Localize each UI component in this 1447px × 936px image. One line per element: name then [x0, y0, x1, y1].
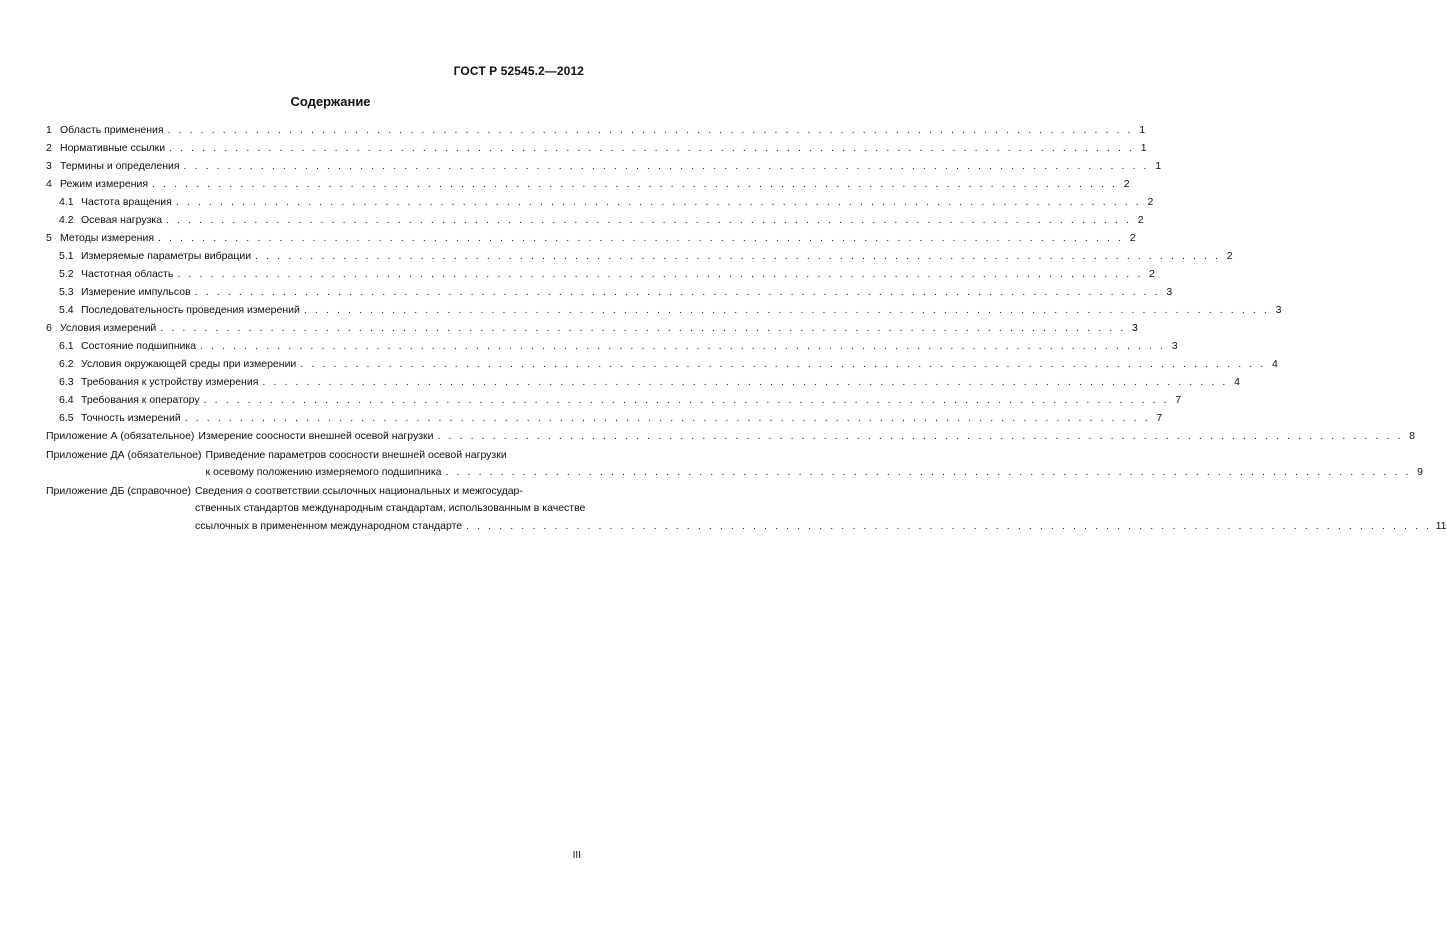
toc-entry-page: 2	[1137, 214, 1144, 226]
toc-entry-page: 3	[1166, 286, 1173, 298]
toc-entry-label: Нормативные ссылки	[60, 142, 166, 154]
toc-entry-page: 3	[1131, 322, 1138, 334]
toc-entry-label: Частота вращения	[81, 196, 172, 208]
toc-entry[interactable]	[46, 265, 1155, 283]
toc-dot-leader	[445, 464, 1411, 482]
table-of-contents	[46, 121, 1447, 535]
toc-entry-label: Осевая нагрузка	[81, 214, 163, 226]
toc-entry[interactable]	[46, 193, 1154, 211]
appendix-title-line: ственных стандартов международным стандартам, использованным в качестве	[195, 502, 586, 514]
toc-entry-number: 2	[46, 142, 52, 154]
appendix-tag: Приложение ДА (обязательное)	[46, 448, 202, 461]
toc-entry-page: 1	[1155, 160, 1162, 172]
toc-entry-label: Условия окружающей среды при измерении	[81, 358, 297, 370]
toc-entry-label: Последовательность проведения измерений	[81, 304, 300, 316]
toc-appendix-entry[interactable]	[46, 447, 1423, 482]
page-number: III	[572, 850, 581, 861]
toc-entry-number: 4.2	[59, 214, 74, 226]
toc-entry-number: 6	[46, 322, 52, 334]
toc-entry-label: Область применения	[60, 124, 164, 136]
toc-entry-page: 1	[1139, 124, 1146, 136]
appendix-page: 9	[1417, 466, 1423, 478]
toc-appendix-entry[interactable]	[46, 483, 1447, 536]
toc-entry-number: 4.1	[59, 196, 74, 208]
toc-entry-label: Условия измерений	[60, 322, 157, 334]
toc-entry-page: 2	[1129, 232, 1136, 244]
toc-entry-page: 7	[1156, 412, 1163, 424]
toc-entry-page: 2	[1147, 196, 1154, 208]
toc-entry[interactable]	[46, 157, 1162, 175]
toc-entry[interactable]	[46, 211, 1144, 229]
toc-entry-number: 6.3	[59, 376, 74, 388]
appendix-tag: Приложение А (обязательное)	[46, 430, 195, 442]
toc-entry-page: 1	[1140, 142, 1147, 154]
toc-entry-page: 4	[1271, 358, 1278, 370]
toc-entry[interactable]	[46, 301, 1282, 319]
appendix-title-line: к осевому положению измеряемого подшипника	[205, 466, 442, 478]
toc-entry-page: 2	[1123, 178, 1130, 190]
toc-title: Содержание	[290, 94, 371, 109]
toc-entry[interactable]	[46, 391, 1182, 409]
toc-entry-page: 7	[1175, 394, 1182, 406]
toc-entry-number: 6.4	[59, 394, 74, 406]
toc-dot-leader	[168, 121, 1134, 139]
toc-dot-leader	[195, 283, 1161, 301]
toc-entry-number: 5.4	[59, 304, 74, 316]
toc-dot-leader	[262, 373, 1228, 391]
toc-entry-label: Измеряемые параметры вибрации	[81, 250, 252, 262]
toc-entry-number: 5	[46, 232, 52, 244]
toc-entry-number: 5.3	[59, 286, 74, 298]
appendix-page: 11	[1435, 519, 1447, 532]
toc-entry-label: Требования к оператору	[81, 394, 200, 406]
toc-entry-label: Состояние подшипника	[81, 340, 197, 352]
appendix-tag: Приложение ДБ (справочное)	[46, 484, 192, 497]
toc-entry-page: 2	[1149, 268, 1155, 280]
toc-entry-number: 3	[46, 160, 52, 172]
toc-entry-label: Точность измерений	[81, 412, 181, 424]
toc-entry-number: 6.2	[59, 358, 74, 370]
toc-entry-page: 3	[1275, 304, 1282, 316]
toc-dot-leader	[185, 409, 1151, 427]
toc-dot-leader	[184, 157, 1150, 175]
toc-entry-number: 1	[46, 124, 52, 136]
toc-entry-label: Частотная область	[81, 268, 174, 280]
toc-dot-leader	[158, 229, 1124, 247]
toc-dot-leader	[255, 247, 1221, 265]
toc-entry-number: 6.1	[59, 340, 74, 352]
toc-entry[interactable]	[46, 337, 1178, 355]
toc-entry[interactable]	[46, 229, 1136, 247]
appendix-title-line: ссылочных в примененном международном стандарте	[195, 519, 463, 532]
standard-code: ГОСТ Р 52545.2—2012	[453, 64, 584, 78]
appendix-title-line: Измерение соосности внешней осевой нагрузки	[198, 430, 434, 442]
toc-entry-page: 4	[1234, 376, 1240, 388]
toc-entry-label: Режим измерения	[60, 178, 149, 190]
toc-dot-leader	[438, 428, 1404, 446]
toc-entry[interactable]	[46, 409, 1163, 427]
toc-entry-label: Требования к устройству измерения	[81, 376, 259, 388]
appendix-page: 8	[1409, 430, 1416, 442]
toc-entry-page: 3	[1171, 340, 1178, 352]
toc-dot-leader	[160, 319, 1126, 337]
toc-entry[interactable]	[46, 139, 1147, 157]
toc-dot-leader	[177, 265, 1143, 283]
toc-entry-label: Методы измерения	[60, 232, 155, 244]
toc-dot-leader	[466, 518, 1432, 536]
toc-entry-page: 2	[1226, 250, 1233, 262]
toc-dot-leader	[300, 355, 1266, 373]
toc-dot-leader	[169, 139, 1135, 157]
toc-dot-leader	[166, 211, 1132, 229]
toc-entry-label: Термины и определения	[60, 160, 180, 172]
appendix-title-line: Сведения о соответствии ссылочных национальных и межгосудар-	[195, 484, 523, 497]
toc-entry-number: 5.1	[59, 250, 74, 262]
toc-entry-number: 6.5	[59, 412, 74, 424]
toc-dot-leader	[304, 301, 1270, 319]
toc-dot-leader	[204, 391, 1170, 409]
toc-entry[interactable]	[46, 247, 1233, 265]
toc-entry[interactable]	[46, 175, 1130, 193]
toc-entry-number: 5.2	[59, 268, 74, 280]
toc-entry-label: Измерение импульсов	[81, 286, 191, 298]
toc-appendix-entry[interactable]	[46, 428, 1416, 446]
toc-entry[interactable]	[46, 319, 1138, 337]
toc-dot-leader	[176, 193, 1142, 211]
appendix-title-line: Приведение параметров соосности внешней осевой нагрузки	[205, 448, 507, 461]
toc-entry-number: 4	[46, 178, 52, 190]
toc-dot-leader	[152, 175, 1118, 193]
toc-entry[interactable]	[46, 121, 1146, 139]
toc-entry[interactable]	[46, 283, 1173, 301]
toc-dot-leader	[200, 337, 1166, 355]
toc-entry[interactable]	[46, 355, 1278, 373]
toc-entry[interactable]	[46, 373, 1240, 391]
